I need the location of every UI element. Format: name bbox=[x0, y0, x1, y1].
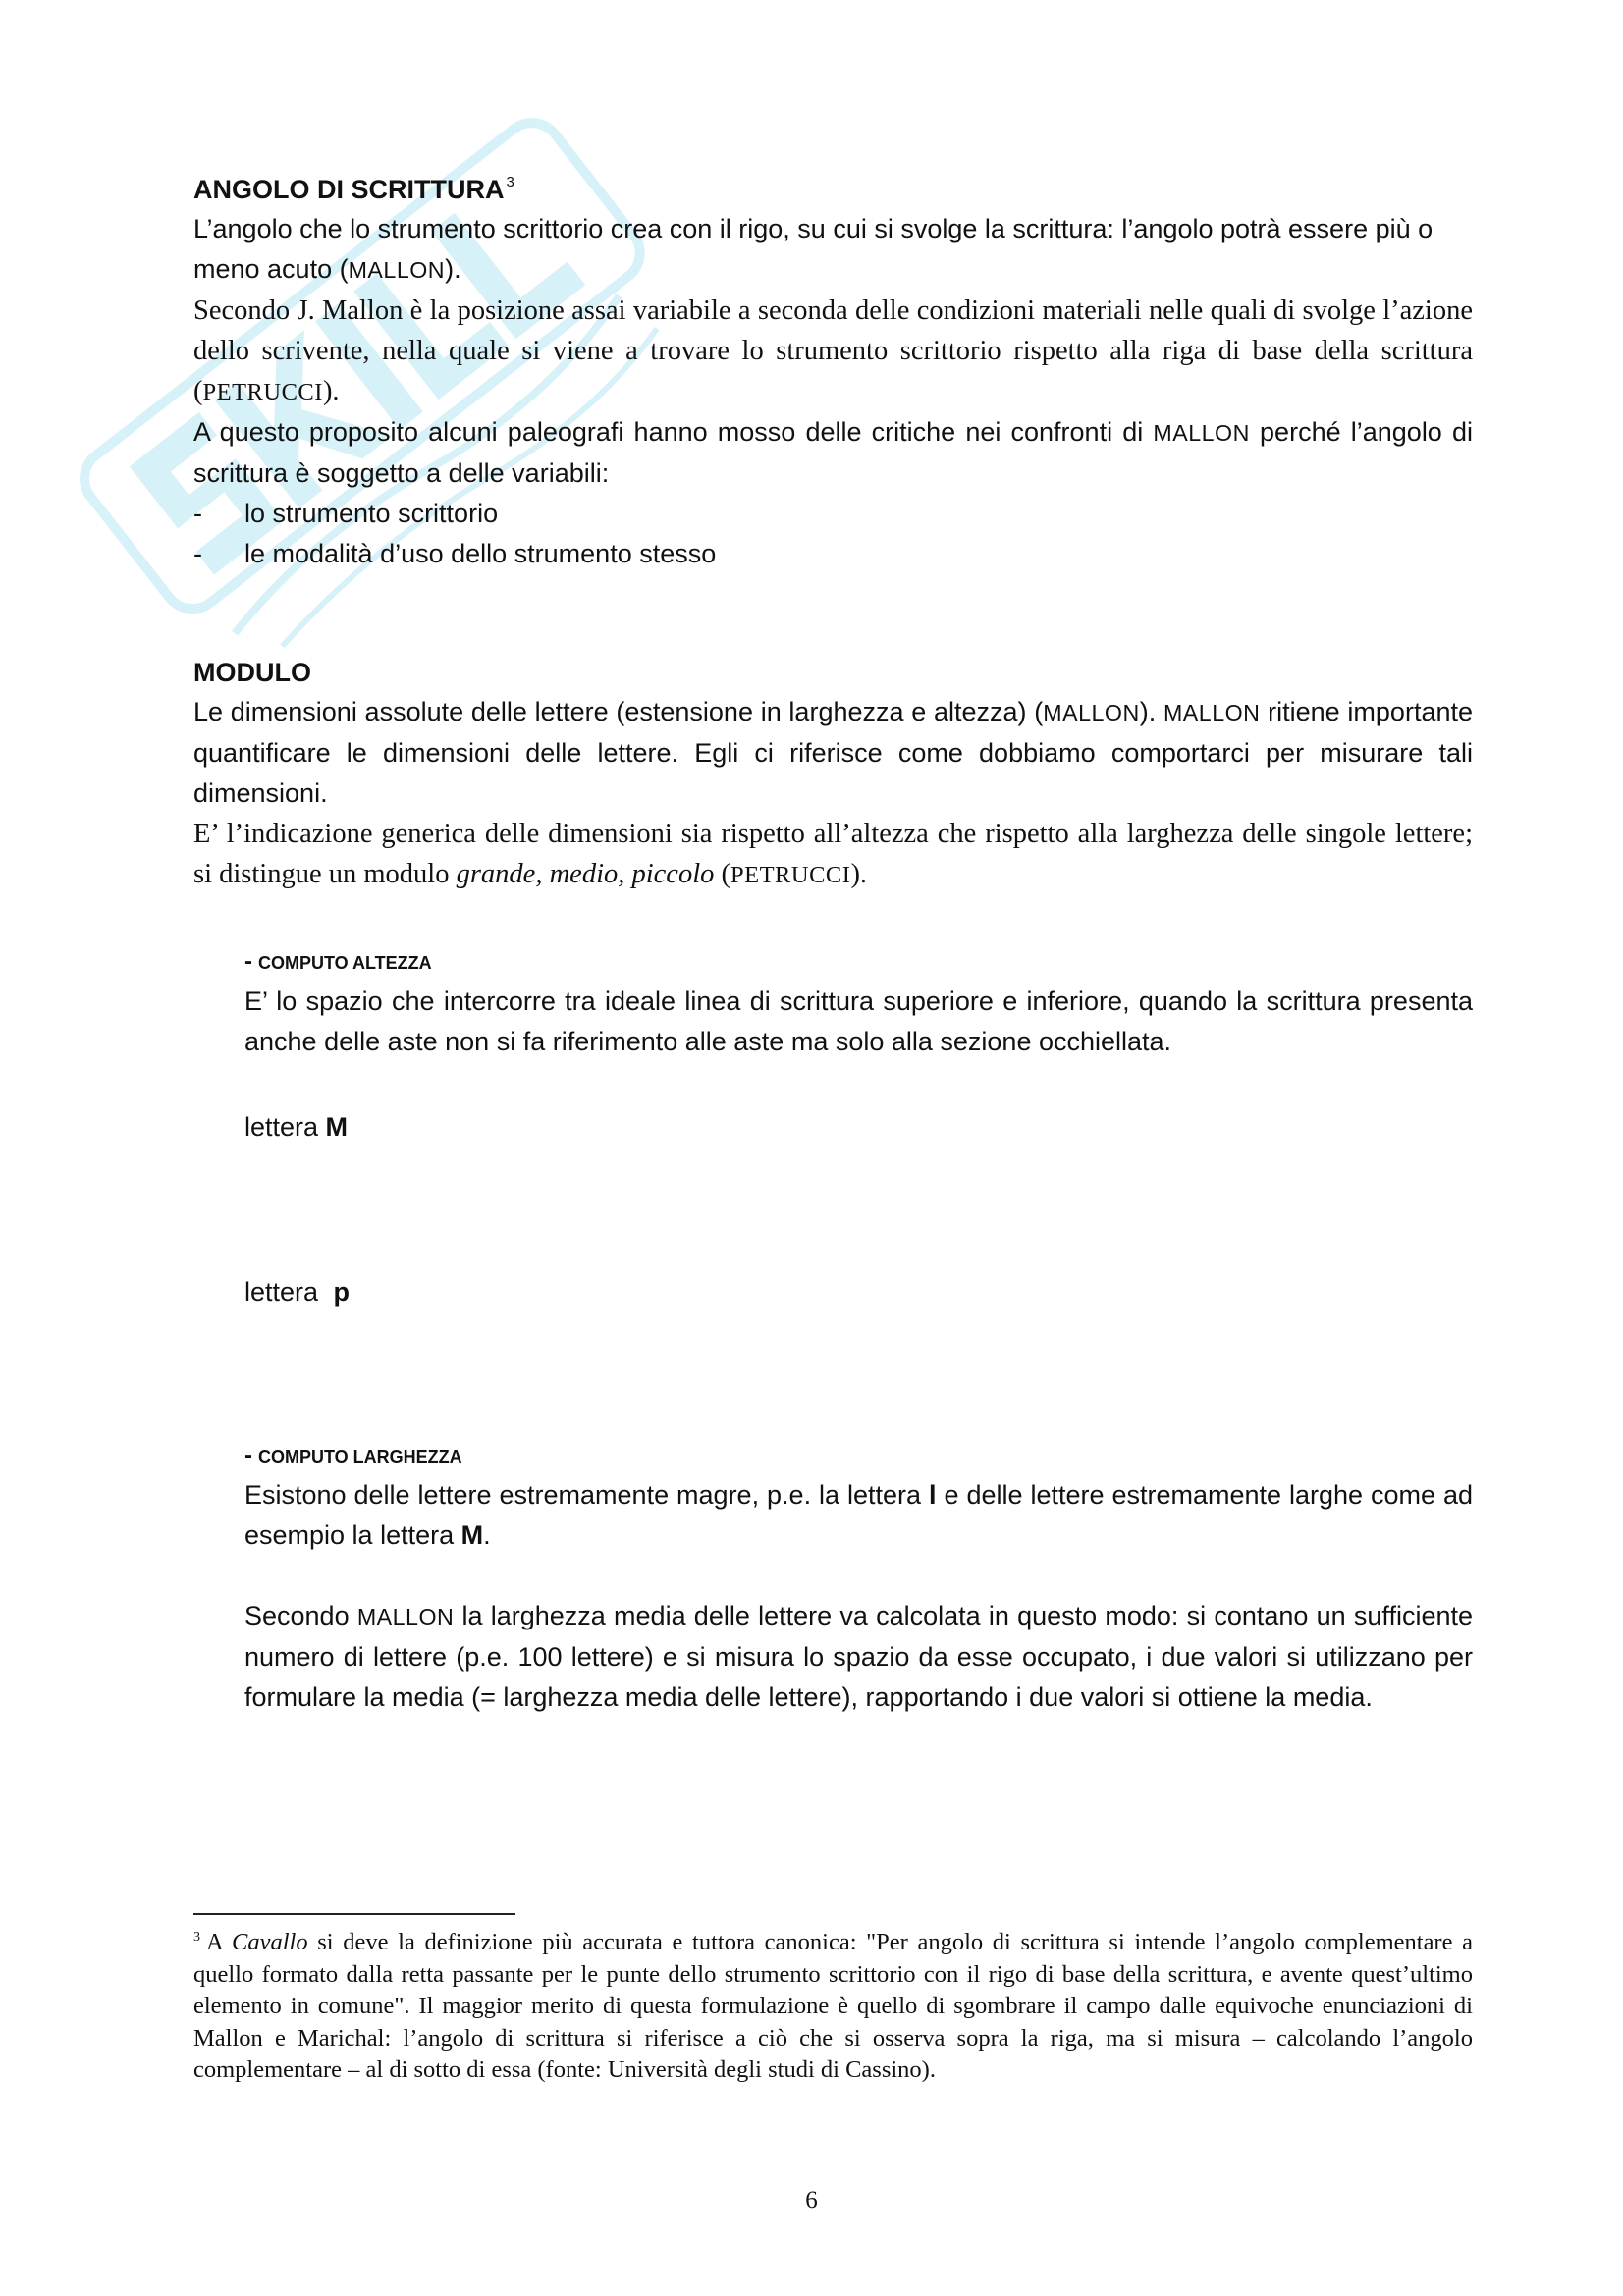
list-bullet: - bbox=[193, 499, 202, 528]
section-title bbox=[193, 163, 1473, 209]
paragraph: E’ l’indicazione generica delle dimensioni sia rispetto all’altezza che rispetto alla larghezza delle singole lettere; si distingue un modulo grande, medio, piccolo (PETRUCCI). bbox=[193, 819, 1473, 889]
footnote-ref[interactable]: 3 bbox=[506, 174, 514, 190]
author-name: PETRUCCI bbox=[730, 862, 851, 888]
section-title-text: ANGOLO DI SCRITTURA bbox=[193, 175, 505, 204]
subsection-title: - COMPUTO LARGHEZZA bbox=[244, 1442, 462, 1468]
section-title: MODULO bbox=[193, 658, 311, 687]
list-bullet: - bbox=[193, 539, 202, 568]
author-name: MALLON bbox=[1163, 700, 1261, 725]
section-modulo bbox=[193, 653, 1473, 895]
list-item bbox=[193, 494, 1473, 534]
subsection-title: - COMPUTO ALTEZZA bbox=[244, 948, 432, 975]
paragraph: Le dimensioni assolute delle lettere (estensione in larghezza e altezza) (MALLON). MALLON ritiene importante quantificare le dimensioni delle lettere. Egli ci riferisce come dobbiamo comportarci per misurare tali dimensioni. bbox=[193, 697, 1473, 808]
example-letter: M bbox=[325, 1112, 349, 1142]
page-number: 6 bbox=[805, 2187, 818, 2214]
paragraph: L’angolo che lo strumento scrittorio crea con il rigo, su cui si svolge la scrittura: l’angolo potrà essere più o meno acuto (MALLON). bbox=[193, 214, 1434, 284]
author-name: MALLON bbox=[348, 257, 446, 283]
paragraph: E’ lo spazio che intercorre tra ideale linea di scrittura superiore e inferiore, quando la scrittura presenta anche delle aste non si fa riferimento alle aste ma solo alla sezione occhiellata. bbox=[244, 987, 1473, 1056]
example-letter-m: lettera M bbox=[244, 1112, 349, 1142]
paragraph: Esistono delle lettere estremamente magre, p.e. la lettera l e delle lettere estremamente larghe come ad esempio la lettera M. bbox=[244, 1480, 1473, 1550]
author-name: MALLON bbox=[356, 1604, 455, 1629]
italic-text: Cavallo bbox=[232, 1929, 308, 1955]
italic-text: grande, medio, piccolo bbox=[456, 859, 715, 889]
list-item bbox=[193, 534, 1473, 574]
footnote-separator bbox=[193, 1913, 515, 1915]
footnote: $^3$ A Cavallo si deve la definizione più accurata e tuttora canonica: "Per angolo di scrittura si intende l’angolo complementare a quello formato dalla retta passante per le punte dello strumento scrittorio con il rigo di base della scrittura, e avente quest’ultimo elemento in comune". Il maggior merito di questa formulazione è quello di sgombrare il campo dalle equivoche enunciazioni di Mallon e Marichal: l’angolo di scrittura si riferisce a ciò che si osserva sopra la riga, ma si misura – calcolando l’angolo complementare – al di sotto di essa (fonte: Università degli studi di Cassino). bbox=[193, 1929, 1473, 2083]
section-angolo bbox=[193, 163, 1473, 574]
subsection-altezza bbox=[244, 947, 1473, 1062]
list-item-text: lo strumento scrittorio bbox=[244, 499, 499, 528]
paragraph: A questo proposito alcuni paleografi hanno mosso delle critiche nei confronti di MALLON perché l’angolo di scrittura è soggetto a delle variabili: bbox=[193, 417, 1473, 488]
example-letter: p bbox=[333, 1277, 351, 1307]
footnote-marker: 3 bbox=[193, 1930, 200, 1945]
list-item-text: le modalità d’uso dello strumento stesso bbox=[244, 539, 717, 568]
author-name: PETRUCCI bbox=[202, 379, 323, 405]
subsection-larghezza bbox=[244, 1441, 1473, 1718]
paragraph: Secondo MALLON la larghezza media delle lettere va calcolata in questo modo: si contano un sufficiente numero di lettere (p.e. 100 lettere) e si misura lo spazio da esse occupato, i due valori si utilizzano per formulare la media (= larghezza media delle lettere), rapportando i due valori si ottiene la media. bbox=[244, 1601, 1473, 1712]
paragraph: Secondo J. Mallon è la posizione assai variabile a seconda delle condizioni materiali nelle quali di svolge l’azione dello scrivente, nella quale si viene a trovare lo strumento scrittorio rispetto alla riga di base della scrittura (PETRUCCI). bbox=[193, 295, 1473, 406]
author-name: MALLON bbox=[1043, 700, 1140, 725]
author-name: MALLON bbox=[1153, 420, 1250, 446]
example-letter-p: lettera p bbox=[244, 1277, 351, 1307]
